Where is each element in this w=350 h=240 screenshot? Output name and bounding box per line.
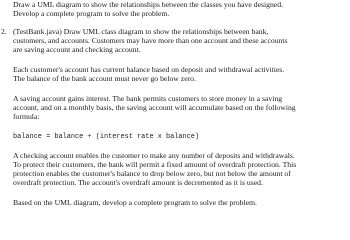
q2-para4-line-1: A checking account enables the customer to make any number of deposits and withdrawals. [13, 151, 295, 160]
intro-line-1: Draw a UML diagram to show the relationships between the classes you have designed. [13, 0, 283, 9]
q2-para2-line-2: The balance of the bank account must never go below zero. [13, 74, 196, 83]
q2-para1-line-2: customers, and accounts. Customers may have more than one account and these accounts [13, 36, 288, 45]
q2-para4-line-4: overdraft protection. The account's overdraft amount is decremented as it is used. [13, 178, 263, 187]
q2-para4-line-2: To protect their customers, the bank will permit a fixed amount of overdraft protection. This [13, 160, 297, 169]
q2-para2-line-1: Each customer's account has current balance based on deposit and withdrawal activities. [13, 65, 285, 74]
q2-para3-line-3: formula: [13, 112, 40, 121]
q2-para4-line-3: protection enables the customer's balance to drop below zero, but not below the amount of [13, 169, 291, 178]
interest-formula: balance = balance + (interest rate x balance) [13, 133, 200, 141]
intro-line-2: Develop a complete program to solve the problem. [13, 9, 170, 18]
question-number: 2. [1, 27, 7, 36]
q2-para5: Based on the UML diagram, develop a complete program to solve the problem. [13, 198, 257, 207]
q2-para3-line-1: A saving account gains interest. The bank permits customers to store money in a saving [13, 94, 283, 103]
q2-para1-line-3: are saving account and checking account. [13, 45, 141, 54]
q2-para1-line-1: (TestBank.java) Draw UML class diagram to show the relationships between bank, [13, 27, 269, 36]
q2-para3-line-2: account, and on a monthly basis, the saving account will accumulate based on the following [13, 103, 296, 112]
